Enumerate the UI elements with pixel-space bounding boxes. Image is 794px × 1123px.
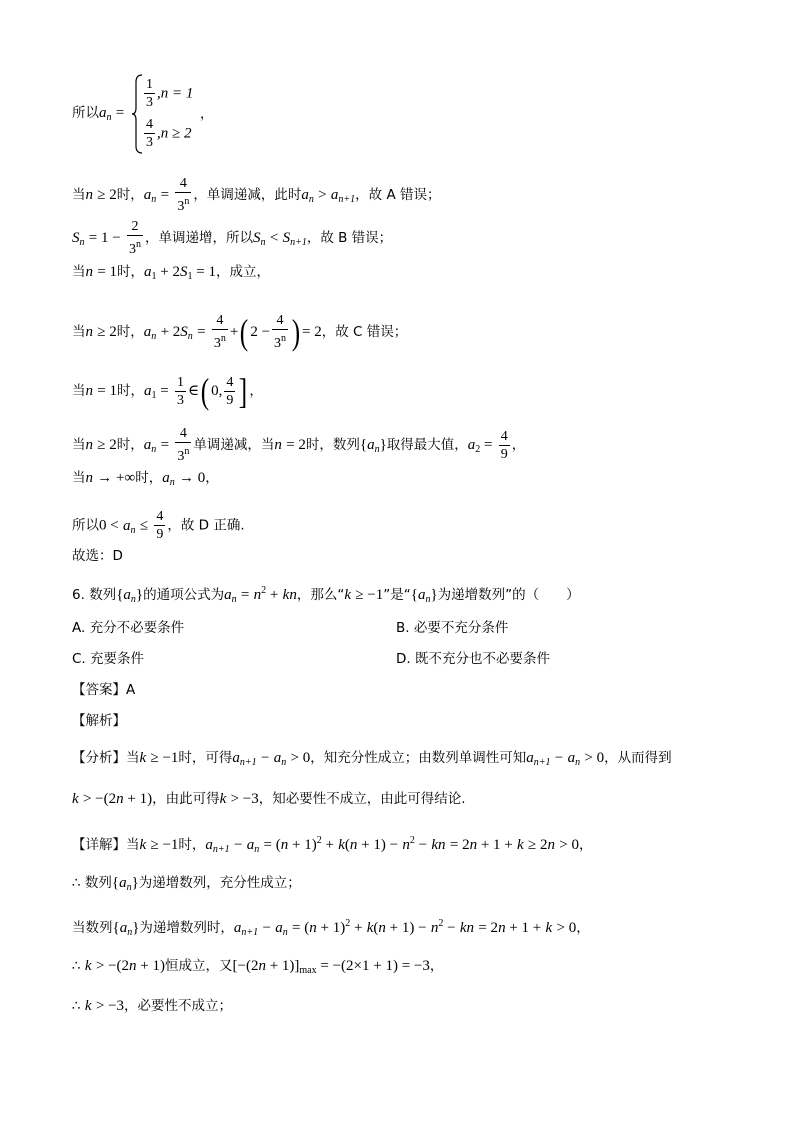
option-c: C. 充要条件	[72, 651, 145, 667]
line-6: 当n = 1时，$a_1$ = $\frac{1}{3}$ ∈( 0, $\frac{4}{9}$ ] ，	[72, 371, 263, 411]
analysis-heading: 【解析】	[72, 713, 126, 729]
text: 所以	[72, 105, 99, 121]
line-9: 所以$0 < a_n$ ≤ $\frac{4}{9}$ ，故 D 正确.	[72, 509, 245, 542]
line-5: 当n ≥ 2时，$a_n + 2S_n$ = $\frac{4}{3^n}$ +( 2 − $\frac{4}{3^n}$ ) = 2，故 C 错误；	[72, 312, 408, 352]
detail-line-5: ∴ k > −3，必要性不成立；	[72, 998, 233, 1014]
detail-line-2: ∴ 数列$\{a_n\}$为递增数列，充分性成立；	[72, 875, 301, 893]
line-4: 当n = 1时，$a_1 + 2S_1 = 1$，成立，	[72, 264, 270, 282]
piecewise-line: 所以$a_n$ =	[72, 105, 125, 123]
line-8: 当n → +∞时，$a_n \to 0$，	[72, 470, 219, 488]
detail-line-1: 【详解】当k ≥ −1时，$a_{n+1} - a_n = (n + 1)^2 + k(n + 1) - n^2$ − kn = 2n + 1 + k ≥ 2n > 0，	[72, 835, 593, 855]
line-7: 当n ≥ 2时，$a_n$ = $\frac{4}{3^n}$ 单调递减，当n = 2时，数列$\{a_n\}$取得最大值，$a_2$ = $\frac{4}{9}$ ，	[72, 426, 526, 464]
option-d: D. 既不充分也不必要条件	[396, 651, 550, 667]
line-2: 当n ≥ 2时，$a_n$ = $\frac{4}{3^n}$ ，单调递减，此时$a_n > a_{n+1}$，故 A 错误；	[72, 176, 441, 214]
option-a: A. 充分不必要条件	[72, 620, 185, 636]
detail-line-3: 当数列$\{a_n\}$为递增数列时，$a_{n+1} - a_n = (n + 1)^2 + k(n + 1) - n^2$ − kn = 2n + 1 + k > 0，	[72, 918, 590, 938]
case-2: $\frac{4}{3}$ ,n ≥ 2	[146, 117, 192, 150]
question-6: 6. 数列$\{a_n\}$的通项公式为$a_n = n^2$ + kn，那么“k ≥ −1”是“$\{a_n\}$为递增数列”的（ ）	[72, 585, 580, 605]
case-1: $\frac{1}{3}$ ,n = 1	[146, 77, 194, 110]
piecewise-suffix: ，	[200, 106, 214, 122]
answer: 【答案】A	[72, 682, 136, 698]
line-10: 故选：D	[72, 548, 123, 564]
option-b: B. 必要不充分条件	[396, 620, 509, 636]
analysis-line-1: 【分析】当k ≥ −1时，可得$a_{n+1} - a_n > 0$，知充分性成立；由数列单调性可知$a_{n+1} - a_n > 0$，从而得到	[72, 750, 672, 768]
detail-line-4: ∴ k > −(2n + 1)恒成立，又$[-(2n + 1)]_{max} = -(2\times 1 + 1) = -3$，	[72, 958, 444, 976]
line-3: $S_n = 1$ − $\frac{2}{3^n}$ ，单调递增，所以$S_n < S_{n+1}$，故 B 错误；	[72, 219, 393, 257]
analysis-line-2: k > −(2n + 1)，由此可得k > −3，知必要性不成立，由此可得结论.	[72, 791, 466, 807]
